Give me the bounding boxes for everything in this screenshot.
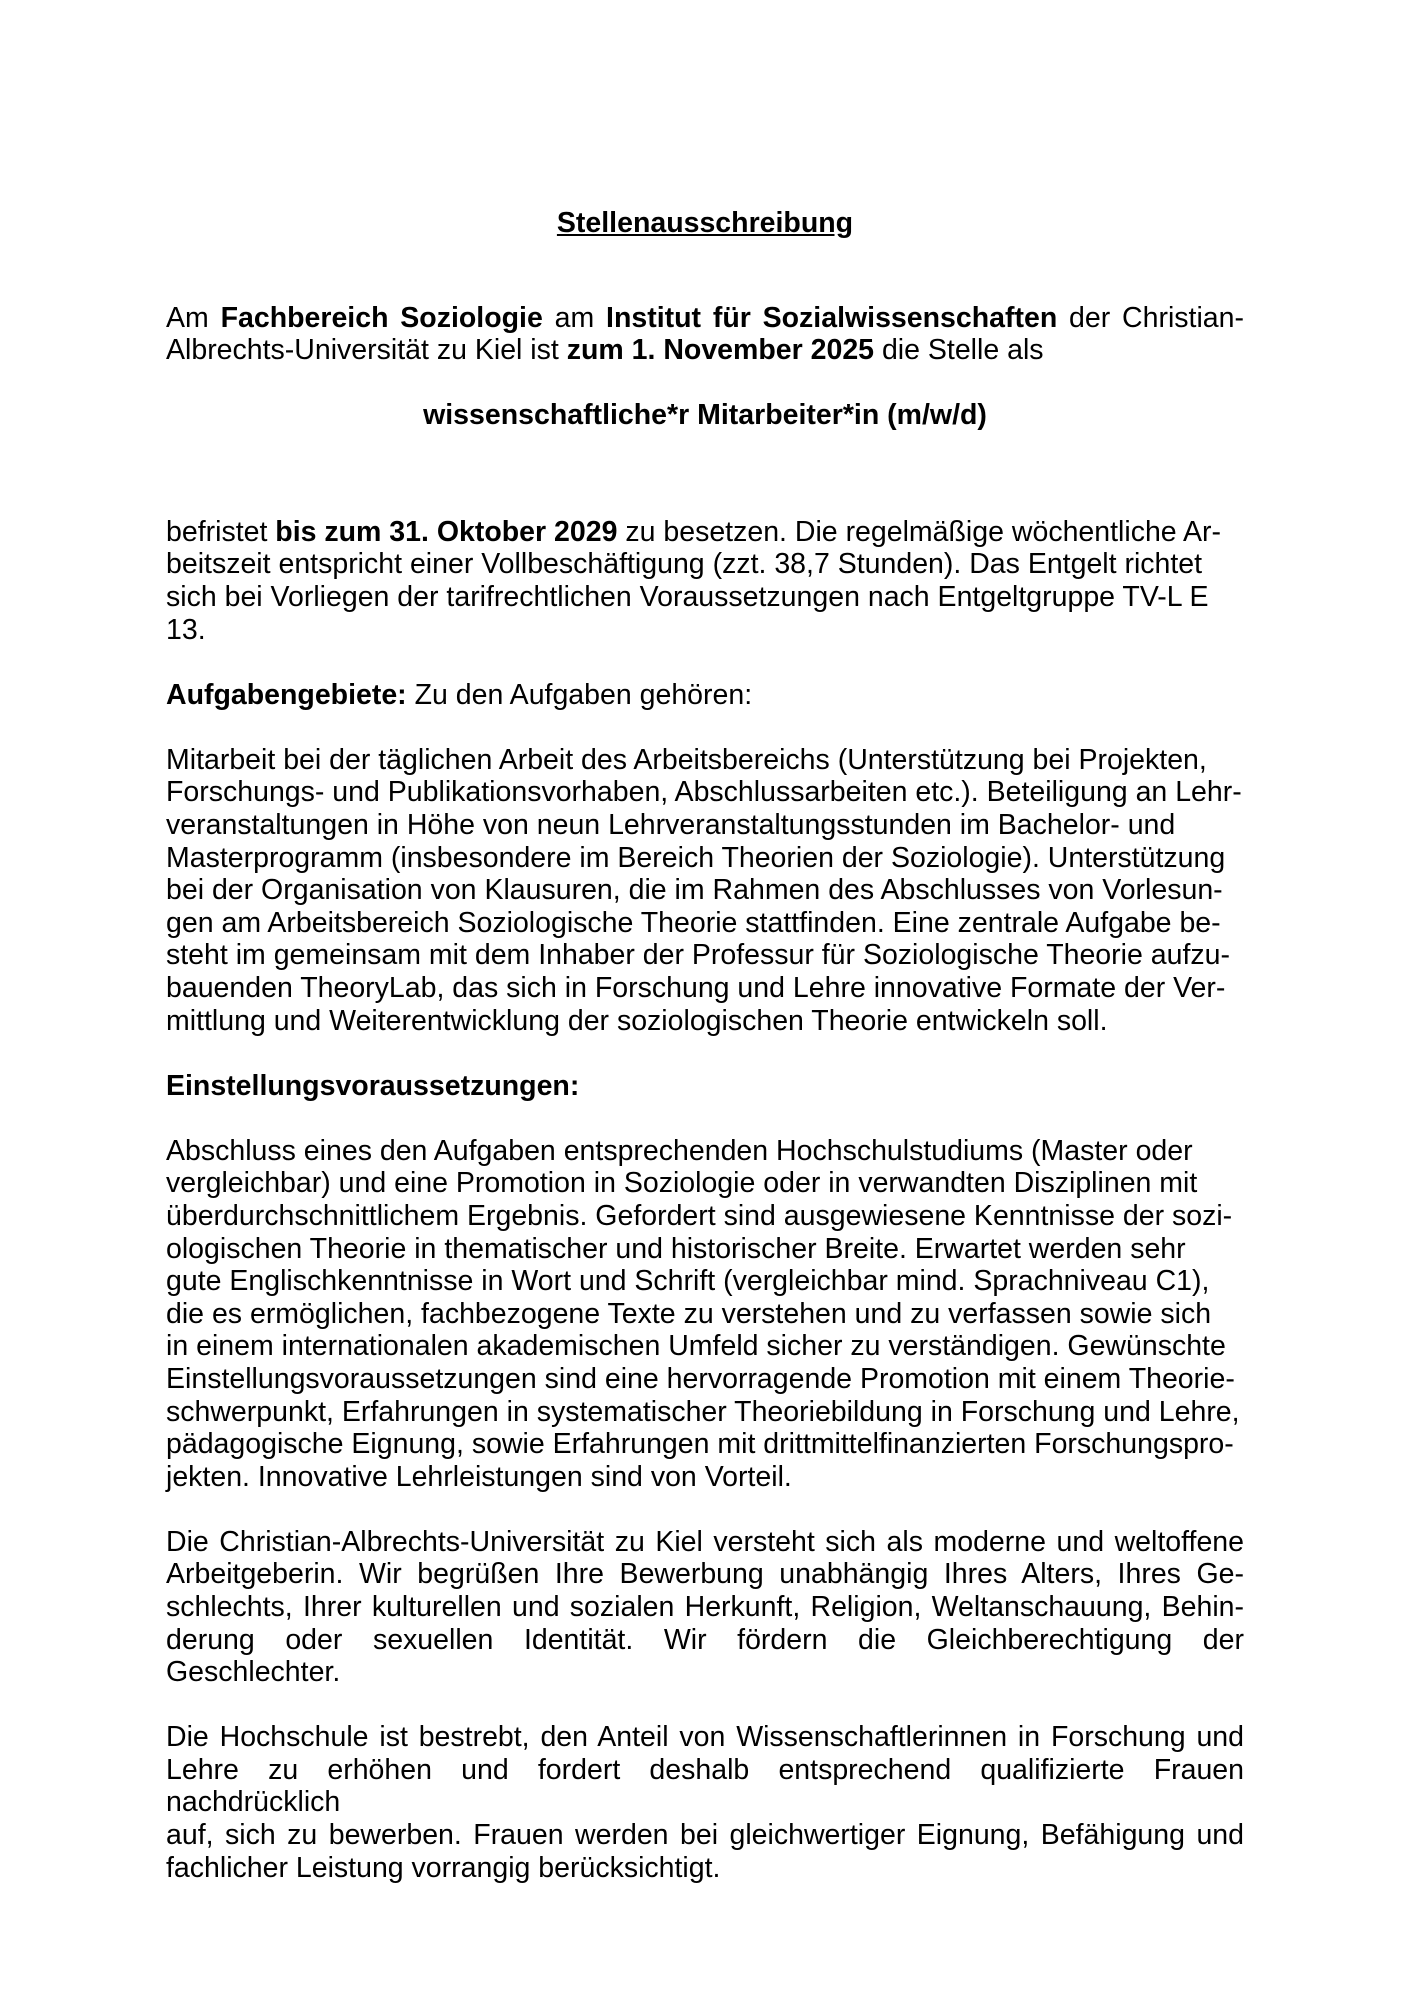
- paragraph-diversity: Die Christian-Albrechts-Universität zu Kiel versteht sich als moderne und weltoffene Arbeitgeberin. Wir begrüßen Ihre Bewerbung unabhängig Ihres Alters, Ihres Ge- schlechts, Ihrer kulturellen und sozialen Herkunft, Religion, Weltanschauung, Behin- derung oder sexuellen Identität. Wir fördern die Gleichberechtigung der Geschlechter.: [166, 1525, 1244, 1689]
- paragraph-terms: befristet bis zum 31. Oktober 2029 zu besetzen. Die regelmäßige wöchentliche Ar- beitszeit entspricht einer Vollbeschäftigung (zzt. 38,7 Stunden). Das Entgelt richtet sich bei Vorliegen der tarifrechtlichen Voraussetzungen nach Entgeltgruppe TV-L E 13.: [166, 515, 1221, 646]
- position-title-line: wissenschaftliche*r Mitarbeiter*in (m/w/d): [423, 399, 987, 432]
- paragraph-equal-opportunity: Die Hochschule ist bestrebt, den Anteil von Wissenschaftlerinnen in Forschung und Lehre zu erhöhen und fordert deshalb entsprechend qualifizierte Frauen nachdrücklich auf, sich zu bewerben. Frauen werden bei gleichwertiger Eignung, Befähigung und fachlicher Leistung vorrangig berücksichtigt.: [166, 1721, 1244, 1884]
- paragraph-requirements: Abschluss eines den Aufgaben entsprechenden Hochschulstudiums (Master oder vergleichbar) und eine Promotion in Soziologie oder in verwandten Disziplinen mit überdurchschnittlichem Ergebnis. Gefordert sind ausgewiesene Kenntnisse der sozi- ologischen Theorie in thematischer und historischer Breite. Erwartet werden sehr gute Englischkenntnisse in Wort und Schrift (vergleichbar mind. Sprachniveau C1), die es ermöglichen, fachbezogene Texte zu verstehen und zu verfassen sowie sich in einem internationalen akademischen Umfeld sicher zu verständigen. Gewünschte Einstellungsvoraussetzungen sind eine hervorragende Promotion mit einem Theorie- schwerpunkt, Erfahrungen in systematischer Theoriebildung in Forschung und Lehre, pädagogische Eignung, sowie Erfahrungen mit drittmittelfinanzierten Forschungspro- jekten. Innovative Lehrleistungen sind von Vorteil.: [166, 1134, 1240, 1493]
- requirements-heading: Einstellungsvoraussetzungen:: [166, 1069, 580, 1102]
- paragraph-tasks: Mitarbeit bei der täglichen Arbeit des Arbeitsbereichs (Unterstützung bei Projekten, Forschungs- und Publikationsvorhaben, Abschlussarbeiten etc.). Beteiligung an Lehr- veranstaltungen in Höhe von neun Lehrveranstaltungsstunden im Bachelor- und Masterprogramm (insbesondere im Bereich Theorien der Soziologie). Unterstützung bei der Organisation von Klausuren, die im Rahmen des Abschlusses von Vorlesun- gen am Arbeitsbereich Soziologische Theorie stattfinden. Eine zentrale Aufgabe be- steht im gemeinsam mit dem Inhaber der Professur für Soziologische Theorie aufzu- bauenden TheoryLab, das sich in Forschung und Lehre innovative Formate der Ver- mittlung und Weiterentwicklung der soziologischen Theorie entwickeln soll.: [166, 743, 1242, 1037]
- paragraph-intro: Am Fachbereich Soziologie am Institut für Sozialwissenschaften der Christian- Albrechts-Universität zu Kiel ist zum 1. November 2025 die Stelle als: [166, 301, 1245, 367]
- tasks-heading: Aufgabengebiete: Zu den Aufgaben gehören:: [166, 678, 753, 711]
- document-title: Stellenausschreibung: [556, 207, 854, 239]
